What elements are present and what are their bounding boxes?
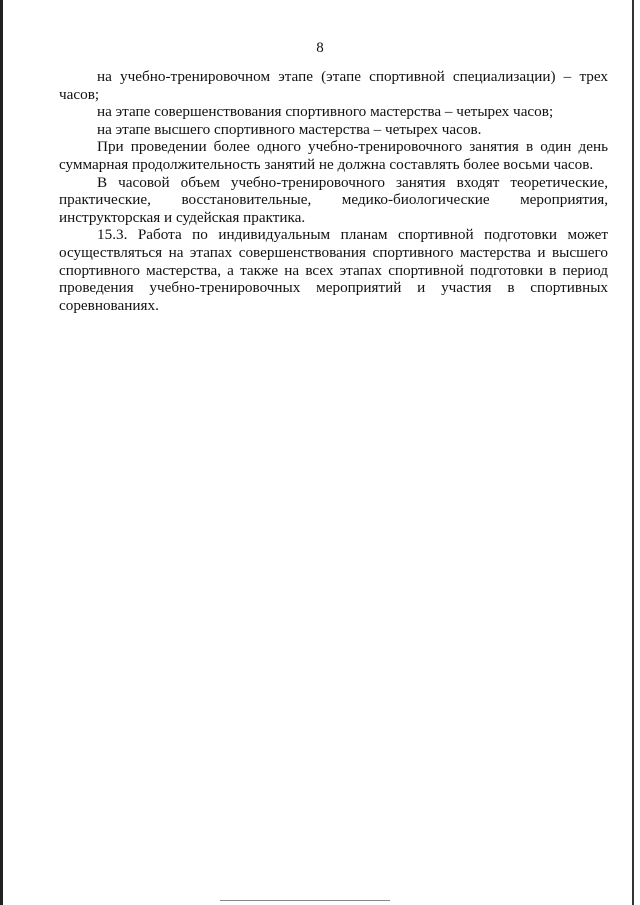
scan-edge-left <box>0 0 3 905</box>
paragraph-hour-content: В часовой объем учебно-тренировочного занятия входят теоретические, практические, восстановительные, медико-биологические мероприятия, инструкторская и судейская практика. <box>59 173 608 226</box>
scan-bottom-mark <box>220 900 390 901</box>
page-number: 8 <box>316 40 324 56</box>
paragraph-individual-plans: 15.3. Работа по индивидуальным планам спортивной подготовки может осуществляться на этапах совершенствования спортивного мастерства и высшего спортивного мастерства, а также на всех этапах спортивной подготовки в период проведения учебно-тренировочных мероприятий и участия в спортивных соревнованиях. <box>59 226 608 314</box>
scan-edge-right <box>632 0 634 905</box>
paragraph-training-stage: на учебно-тренировочном этапе (этапе спортивной специализации) – трех часов; <box>59 68 608 103</box>
paragraph-daily-limit: При проведении более одного учебно-тренировочного занятия в один день суммарная продолжительность занятий не должна составлять более восьми часов. <box>59 138 608 173</box>
paragraph-high-mastery-stage: на этапе высшего спортивного мастерства – четырех часов. <box>97 120 482 138</box>
document-body <box>59 68 608 314</box>
paragraph-improvement-stage: на этапе совершенствования спортивного мастерства – четырех часов; <box>97 103 554 121</box>
